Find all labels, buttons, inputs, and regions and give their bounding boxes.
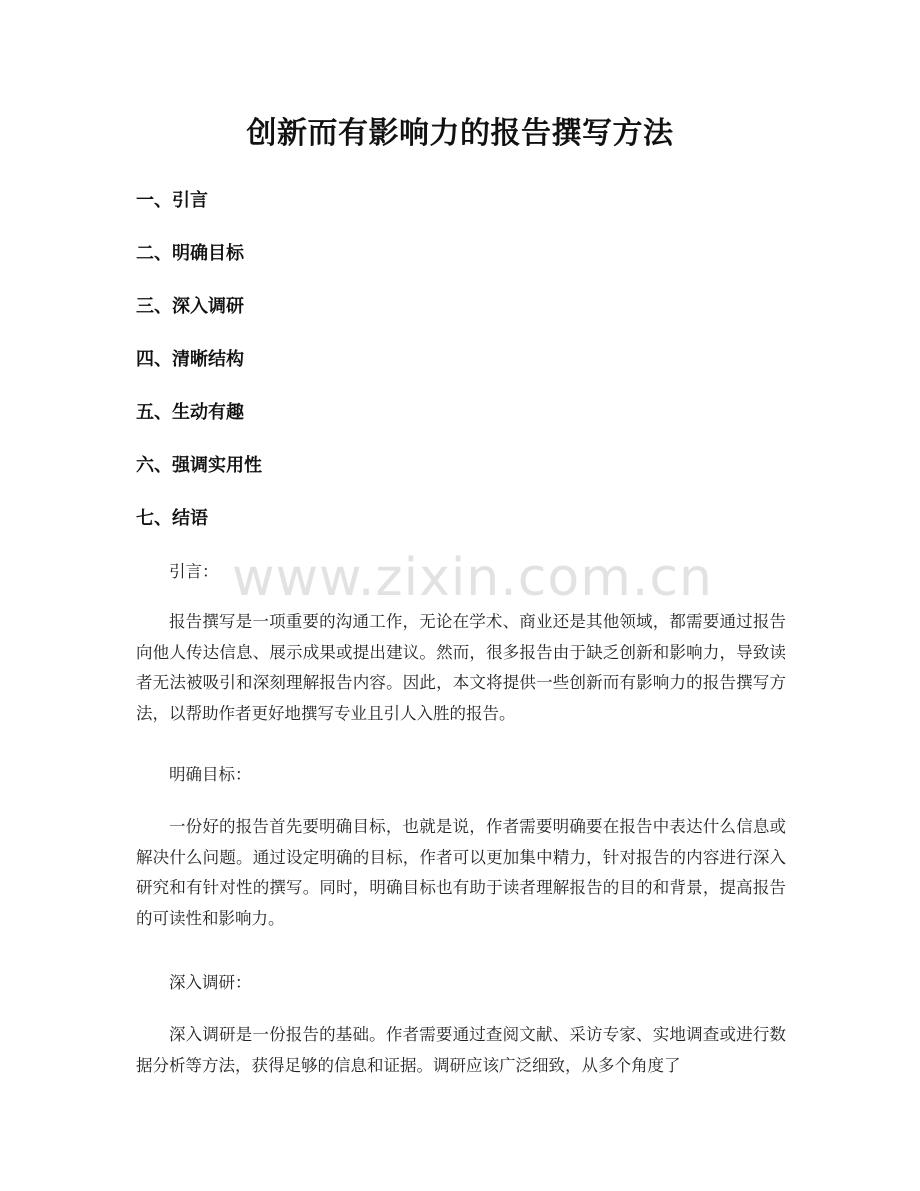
section-paragraph: 报告撰写是一项重要的沟通工作，无论在学术、商业还是其他领域，都需要通过报告向他人传达信息、展示成果或提出建议。然而，很多报告由于缺乏创新和影响力，导致读者无法被吸引和深刻理解报告内容。因此，本文将提供一些创新而有影响力的报告撰写方法，以帮助作者更好地撰写专业且引人入胜的报告。: [136, 612, 786, 723]
toc-item-goal: 二、明确目标: [136, 243, 244, 264]
section-label: 引言：: [169, 562, 219, 581]
toc-item-conclusion: 七、结语: [136, 508, 208, 529]
section-paragraph: 一份好的报告首先要明确目标，也就是说，作者需要明确要在报告中表达什么信息或解决什么问题。通过设定明确的目标，作者可以更加集中精力，针对报告的内容进行深入研究和有针对性的撰写。同时，明确目标也有助于读者理解报告的目的和背景，提高报告的可读性和影响力。: [136, 817, 786, 928]
table-of-contents: [136, 188, 262, 559]
toc-item-research: 三、深入调研: [136, 296, 244, 317]
section-research: [136, 968, 786, 1081]
section-paragraph: 深入调研是一份报告的基础。作者需要通过查阅文献、采访专家、实地调查或进行数据分析等方法，获得足够的信息和证据。调研应该广泛细致，从多个角度了: [136, 1025, 786, 1075]
watermark: www.zixin.com.cn: [232, 548, 713, 608]
section-intro: [136, 557, 786, 729]
toc-item-intro: 一、引言: [136, 190, 208, 211]
toc-item-practical: 六、强调实用性: [136, 455, 262, 476]
toc-item-structure: 四、清晰结构: [136, 349, 244, 370]
section-label: 明确目标：: [169, 765, 252, 784]
section-goal: [136, 760, 786, 934]
toc-item-engaging: 五、生动有趣: [136, 402, 244, 423]
section-label: 深入调研：: [169, 973, 252, 992]
document-title: 创新而有影响力的报告撰写方法: [246, 116, 674, 151]
